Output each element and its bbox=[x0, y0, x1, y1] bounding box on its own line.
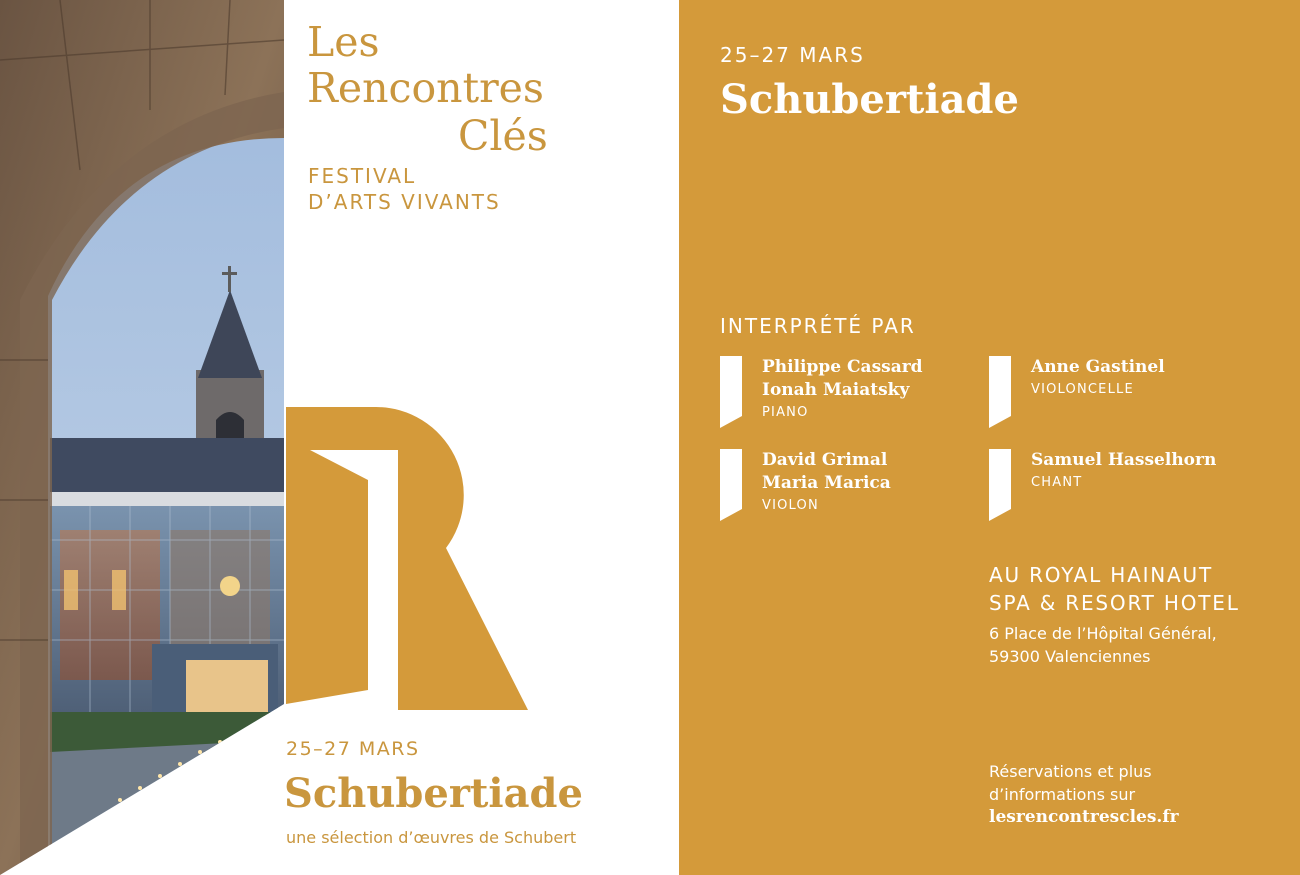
program-panel bbox=[679, 0, 1300, 875]
performer-role: PIANO bbox=[762, 405, 809, 420]
venue-address bbox=[989, 622, 1217, 668]
performer-role: VIOLONCELLE bbox=[1031, 382, 1134, 397]
ribbon-icon bbox=[720, 356, 742, 428]
reservation-info bbox=[989, 760, 1179, 829]
cover-dates: 25–27 MARS bbox=[286, 738, 420, 760]
venue-line-2: SPA & RESORT HOTEL bbox=[989, 591, 1240, 615]
performer-name: Maria Marica bbox=[762, 473, 891, 493]
ribbon-icon bbox=[989, 356, 1011, 428]
website-link[interactable]: lesrencontrescles.fr bbox=[989, 807, 1179, 827]
address-line-2: 59300 Valenciennes bbox=[989, 647, 1151, 666]
performer-name: Anne Gastinel bbox=[1031, 357, 1165, 377]
cover-title: Schubertiade bbox=[284, 770, 583, 817]
festival-label-2: D’ARTS VIVANTS bbox=[308, 190, 501, 214]
program-title: Schubertiade bbox=[720, 76, 1019, 123]
performer-name: Ionah Maiatsky bbox=[762, 380, 910, 400]
cover-subtitle: une sélection d’œuvres de Schubert bbox=[286, 828, 577, 847]
r-monogram bbox=[286, 407, 528, 710]
info-line-2: d’informations sur bbox=[989, 785, 1136, 804]
performer-name: Samuel Hasselhorn bbox=[1031, 450, 1217, 470]
ribbon-icon bbox=[989, 449, 1011, 521]
performer-role: VIOLON bbox=[762, 498, 819, 513]
performer-role: CHANT bbox=[1031, 475, 1083, 490]
performer-name: David Grimal bbox=[762, 450, 888, 470]
venue-name bbox=[989, 561, 1240, 617]
performer-name: Philippe Cassard bbox=[762, 357, 923, 377]
logo-les: Les bbox=[307, 18, 380, 66]
performers-heading: INTERPRÉTÉ PAR bbox=[720, 314, 916, 338]
venue-line-1: AU ROYAL HAINAUT bbox=[989, 563, 1213, 587]
address-line-1: 6 Place de l’Hôpital Général, bbox=[989, 624, 1217, 643]
logo-cles: Clés bbox=[458, 112, 548, 160]
ribbon-icon bbox=[720, 449, 742, 521]
festival-label-1: FESTIVAL bbox=[308, 164, 417, 188]
logo-rencontres: Rencontres bbox=[307, 64, 544, 112]
info-line-1: Réservations et plus bbox=[989, 762, 1152, 781]
program-dates: 25–27 MARS bbox=[720, 43, 865, 67]
